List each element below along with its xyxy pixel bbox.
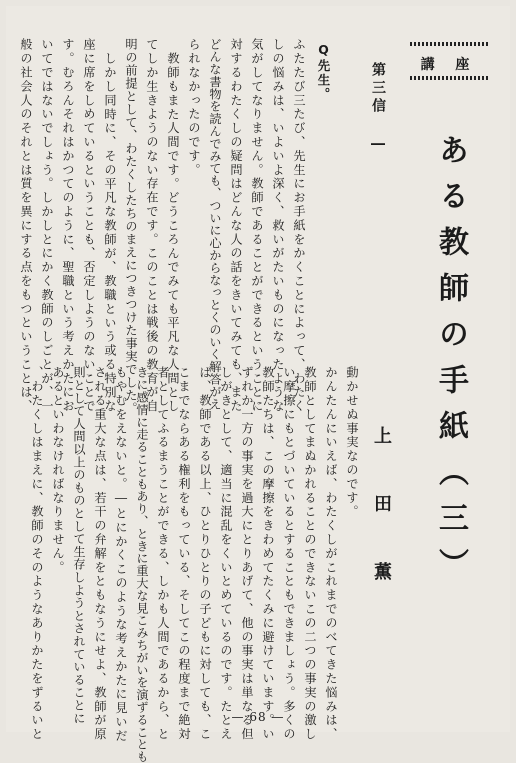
body-column: こまでならある権利をもっている、そしてこの程度まで絶対 (177, 366, 191, 742)
body-column: しがきとして、適当に混乱をくいとめているのです。たとえ (219, 366, 233, 742)
body-column: いてではないでしょう。しかしとにかく教師のしごとが、一 (40, 38, 54, 414)
document-page (6, 6, 510, 763)
body-column: しの悩みは、いよいよ深く、救いがたいものになったような (271, 38, 285, 414)
body-column: 動かせぬ事実なのです。 (345, 366, 359, 519)
ornament-top (410, 42, 490, 46)
body-column: あるといわなければなりません。 (51, 366, 65, 575)
body-column: 対するわたくしの疑問はどんな人の話をきいてみても、また (229, 38, 243, 414)
body-column: す。むろんそれはかつてのように、聖職という考えかたにお (61, 38, 75, 414)
body-column: ずれか一方の事実を過大にとりあげて、他の事実は単なる但 (240, 366, 254, 742)
body-column: ば、教師である以上、ひとりひとりの子どもに対しても、こ (198, 366, 212, 742)
body-column: 気がしてなりません。教師であることができるということに (250, 38, 264, 414)
body-column: てしか生きようのない存在です。このことは戦後の教育が自 (145, 38, 159, 414)
body-column: しかし同時に、その平凡な教師が、教職という或る特別な (103, 52, 117, 414)
body-column: 者としてふるまうことができる、しかも人間であるから、と (156, 366, 170, 742)
body-column: どんな書物を読んでみても、ついに心からなっとくのいく解答がえ (208, 38, 222, 410)
course-label: 講 座 (420, 57, 478, 73)
body-column: 教師たちは、この摩擦をきわめてたくみに避けています。い (261, 366, 275, 742)
body-column: ふたたび三たび、先生にお手紙をかくことによって、わたく (292, 38, 306, 414)
body-column: 教師としてまぬかれることのできないこの二つの事実の激し (303, 366, 317, 742)
body-column: られなかったのです。 (187, 38, 201, 177)
article-title: ある教師の手紙（三） (433, 134, 468, 594)
body-column: される重大な点は、若干の弁解をともなうにせよ、教師が原 (93, 366, 107, 742)
body-column: 教師もまた人間です。どうころんでみても平凡な人間とし (166, 52, 180, 414)
ornament-bottom (410, 76, 490, 80)
page-number: — 68 — (231, 710, 285, 724)
body-column: 般の社会人のそれとは質を異にする点をもつということは、 (19, 38, 33, 414)
body-column: きに感情に走ることもあり、ときに重大な見こみちがいを演ずることも (135, 366, 149, 763)
body-column: 、わたくしはまえに、教師のそのようなありかたをずるいと (30, 366, 44, 742)
body-column: かんたんにいえば、わたくしがこれまでのべてきた悩みは、 (324, 366, 338, 742)
body-column: もやむをえないと。―とにかくこのような考えかたに見いだ (114, 366, 128, 744)
body-column: い摩擦にもとづいているとすることもできましょう。多くの (282, 366, 296, 742)
body-column: 座に席をしめているということも、否定しようのないことで (82, 38, 96, 414)
body-column: 明の前提として、わたくしたちのまえにつきつけた事実でした。 (124, 38, 138, 415)
salutation: Q先生。 (316, 42, 331, 103)
body-column: 則として人間以上のものとして生存しようとされていることに (72, 366, 86, 725)
author-name: 上田薫 (371, 426, 392, 630)
letter-heading: 第三信 ― (370, 62, 386, 156)
